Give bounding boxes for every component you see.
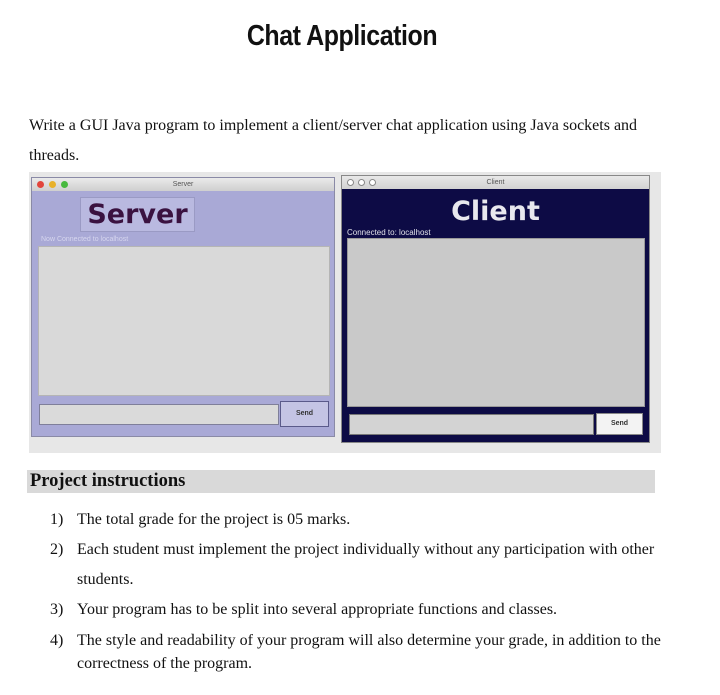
- client-send-button[interactable]: Send: [596, 413, 643, 435]
- intro-paragraph: Write a GUI Java program to implement a client/server chat application using Java sockets and threads.: [29, 117, 638, 164]
- maximize-icon: [369, 179, 376, 186]
- server-titlebar: [32, 178, 334, 191]
- list-number: 2): [50, 541, 64, 558]
- screenshot-figure: [29, 172, 661, 453]
- minimize-icon: [358, 179, 365, 186]
- client-window-title: Client: [486, 179, 505, 186]
- list-number: 1): [50, 511, 64, 528]
- list-text: Your program has to be split into several appropriate functions and classes.: [77, 601, 558, 618]
- server-heading: Server: [80, 197, 195, 232]
- page-title: Chat Application: [246, 20, 438, 52]
- close-icon: [37, 181, 44, 188]
- list-text: The total grade for the project is 05 marks.: [77, 511, 351, 528]
- list-text: Each student must implement the project individually without any participation with other students.: [77, 541, 655, 588]
- client-status: Connected to: localhost: [347, 228, 431, 237]
- server-send-button[interactable]: Send: [280, 401, 329, 427]
- server-status: Now Connected to localhost: [41, 236, 129, 243]
- close-icon: [347, 179, 354, 186]
- server-window: [31, 177, 335, 437]
- list-item: [50, 535, 670, 595]
- client-window: [341, 175, 650, 443]
- client-titlebar: [342, 176, 649, 189]
- client-heading: Client: [451, 196, 540, 227]
- list-number: 4): [50, 632, 64, 649]
- server-message-area[interactable]: [38, 246, 330, 396]
- server-window-title: Server: [172, 181, 194, 188]
- list-item: [50, 625, 670, 675]
- instructions-list: [50, 505, 670, 675]
- section-heading: Project instructions: [27, 470, 655, 493]
- client-message-input[interactable]: [349, 414, 594, 435]
- list-item: [50, 595, 670, 625]
- client-message-area[interactable]: [347, 238, 645, 407]
- list-number: 3): [50, 601, 64, 618]
- list-item: [50, 505, 670, 535]
- minimize-icon: [49, 181, 56, 188]
- maximize-icon: [61, 181, 68, 188]
- list-text: The style and readability of your program will also determine your grade, in addition to the correctness of the program.: [77, 632, 661, 672]
- server-message-input[interactable]: [39, 404, 279, 425]
